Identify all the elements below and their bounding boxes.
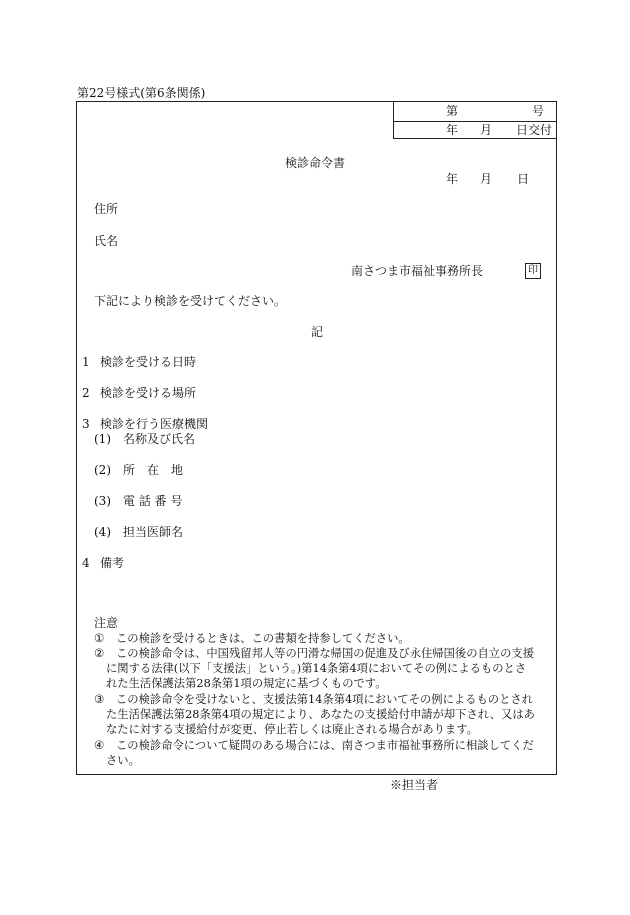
- seal-stamp: 印: [525, 263, 541, 279]
- note-2-mark: ②: [94, 647, 105, 660]
- item-3-label: 検診を行う医療機関: [100, 417, 209, 431]
- name-label: 氏名: [94, 234, 119, 248]
- sub-item-1-label: 名称及び氏名: [123, 432, 196, 446]
- sub-item-2-label: 所 在 地: [123, 463, 184, 477]
- item-2-number: 2: [82, 386, 90, 400]
- note-3-line-2: た生活保護法第28条第4項の規定により、あなたの支援給付申請が却下され、又はあ: [106, 708, 535, 721]
- item-3-number: 3: [82, 417, 90, 431]
- date-day: 日: [517, 172, 530, 186]
- issue-day: 日交付: [516, 123, 553, 137]
- instruction: 下記により検診を受けてください。: [94, 294, 287, 308]
- note-2-line-3: れた生活保護法第28条第1項の規定に基づくものです。: [106, 677, 387, 690]
- note-3-line-1: この検診命令を受けないと、支援法第14条第4項においてその例によるものとされ: [116, 693, 533, 706]
- item-1-number: 1: [82, 355, 90, 369]
- note-3-line-3: なたに対する支援給付が変更、停止若しくは廃止される場合があります。: [106, 723, 478, 736]
- notes-title: 注意: [94, 616, 119, 630]
- note-1-mark: ①: [94, 632, 105, 645]
- note-1-line-1: この検診を受けるときは、この書類を持参してください。: [116, 632, 410, 645]
- sub-item-3-label: 電 話 番 号: [123, 494, 183, 508]
- sub-item-2-number: (2): [94, 463, 111, 477]
- date-year: 年: [446, 172, 459, 186]
- note-4-line-2: さい。: [106, 754, 140, 767]
- document-title: 検診命令書: [285, 156, 346, 170]
- item-4-label: 備考: [100, 556, 125, 570]
- date-month: 月: [480, 172, 493, 186]
- item-2-label: 検診を受ける場所: [100, 386, 197, 400]
- sub-item-4-label: 担当医師名: [123, 525, 184, 539]
- staff-label: ※担当者: [390, 778, 439, 792]
- sub-item-1-number: (1): [94, 432, 111, 446]
- issue-year: 年: [446, 123, 459, 137]
- note-2-line-1: この検診命令は、中国残留邦人等の円滑な帰国の促進及び永住帰国後の自立の支援: [116, 647, 534, 660]
- address-label: 住所: [94, 202, 119, 216]
- sub-item-3-number: (3): [94, 494, 111, 508]
- sub-item-4-number: (4): [94, 525, 111, 539]
- number-dai: 第: [446, 104, 459, 118]
- note-2-line-2: に関する法律(以下「支援法」という。)第14条第4項においてその例によるものとさ: [106, 662, 527, 675]
- note-3-mark: ③: [94, 693, 105, 706]
- ki-label: 記: [311, 325, 324, 339]
- item-4-number: 4: [82, 556, 90, 570]
- note-4-line-1: この検診命令について疑問のある場合には、南さつま市福祉事務所に相談してくだ: [116, 739, 534, 752]
- issue-month: 月: [480, 123, 493, 137]
- note-4-mark: ④: [94, 739, 105, 752]
- item-1-label: 検診を受ける日時: [100, 355, 197, 369]
- issuer: 南さつま市福祉事務所長: [351, 264, 484, 278]
- number-box-divider: [394, 121, 556, 122]
- form-number: 第22号様式(第6条関係): [77, 86, 206, 100]
- number-go: 号: [532, 104, 545, 118]
